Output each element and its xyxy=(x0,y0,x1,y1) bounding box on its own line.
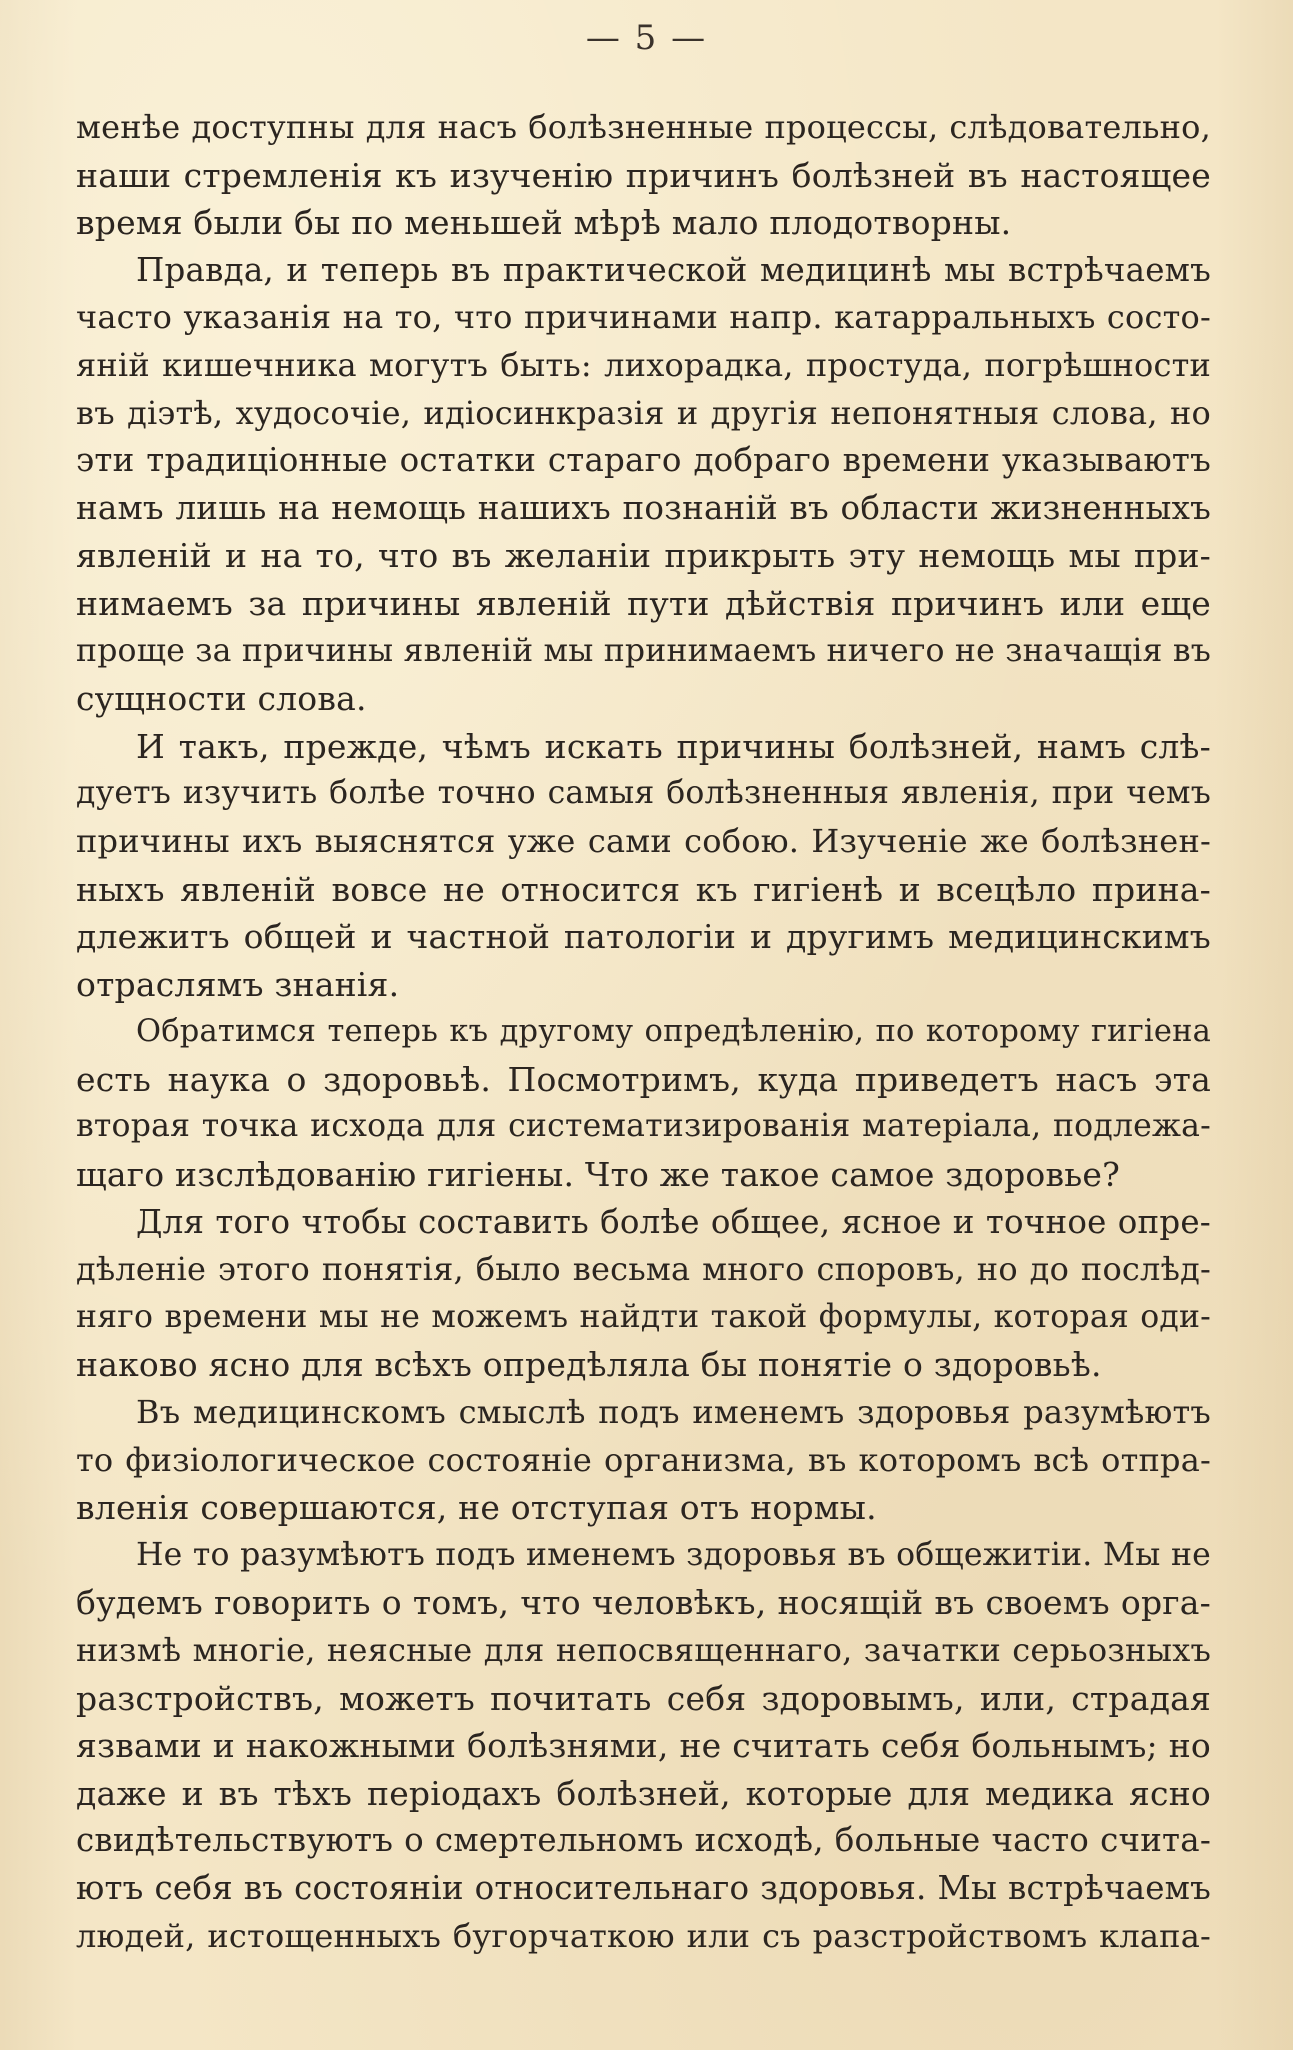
text-line: И такъ, прежде, чѣмъ искать причины болѣзней, намъ слѣ- xyxy=(136,726,1211,766)
text-line: ютъ себя въ состояніи относительнаго здоровья. Мы встрѣчаемъ xyxy=(76,1868,1211,1907)
text-line: сущности слова. xyxy=(76,679,367,719)
text-line: яній кишечника могутъ быть: лихорадка, простуда, погрѣшности xyxy=(76,345,1211,384)
text-line: то физіологическое состояніе организма, въ которомъ всѣ отпра- xyxy=(76,1440,1211,1479)
text-line: даже и въ тѣхъ періодахъ болѣзней, которые для медика ясно xyxy=(76,1773,1211,1813)
text-line: проще за причины явленій мы принимаемъ ничего не значащія въ xyxy=(76,632,1211,669)
text-line: вторая точка исхода для систематизированія матеріала, подлежа- xyxy=(76,1108,1211,1145)
text-line: ныхъ явленій вовсе не относится къ гигіенѣ и всецѣло прина- xyxy=(76,869,1211,909)
text-line: длежитъ общей и частной патологіи и другимъ медицинскимъ xyxy=(76,917,1211,957)
text-line: наково ясно для всѣхъ опредѣляла бы понятіе о здоровьѣ. xyxy=(76,1345,1102,1385)
text-line: щаго изслѣдованію гигіены. Что же такое самое здоровье? xyxy=(76,1155,1121,1195)
text-line: часто указанія на то, что причинами напр. катарральныхъ состо- xyxy=(76,298,1211,337)
text-line: Правда, и теперь въ практической медицинѣ мы встрѣчаемъ xyxy=(136,250,1211,289)
text-line: менѣе доступны для насъ болѣзненные процессы, слѣдовательно, xyxy=(76,108,1211,146)
text-line: эти традиціонные остатки стараго добраго времени указываютъ xyxy=(76,441,1211,480)
text-line: людей, истощенныхъ бугорчаткою или съ разстройствомъ клапа- xyxy=(76,1916,1211,1955)
text-line: причины ихъ выяснятся уже сами собою. Изученіе же болѣзнен- xyxy=(76,821,1211,860)
body-text xyxy=(76,104,1211,1960)
text-line: отраслямъ знанія. xyxy=(76,964,400,1004)
text-line: Въ медицинскомъ смыслѣ подъ именемъ здоровья разумѣютъ xyxy=(136,1393,1211,1432)
text-line: нимаемъ за причины явленій пути дѣйствія причинъ или еще xyxy=(76,583,1211,623)
text-line: няго времени мы не можемъ найдти такой формулы, которая оди- xyxy=(76,1298,1211,1335)
text-line: дуетъ изучить болѣе точно самыя болѣзненныя явленія, при чемъ xyxy=(76,775,1211,812)
text-line: разстройствъ, можетъ почитать себя здоровымъ, или, страдая xyxy=(76,1678,1211,1718)
text-line: вленія совершаются, не отступая отъ нормы. xyxy=(76,1488,877,1528)
text-line: низмѣ многіе, неясные для непосвященнаго, зачатки серьозныхъ xyxy=(76,1631,1211,1669)
text-line: Для того чтобы составить болѣе общее, ясное и точное опре- xyxy=(136,1202,1211,1241)
text-line: свидѣтельствуютъ о смертельномъ исходѣ, больные часто счита- xyxy=(76,1821,1211,1860)
text-line: Не то разумѣютъ подъ именемъ здоровья въ общежитіи. Мы не xyxy=(136,1536,1211,1573)
text-line: время были бы по меньшей мѣрѣ мало плодотворны. xyxy=(76,203,1012,243)
text-line: будемъ говорить о томъ, что человѣкъ, носящій въ своемъ орга- xyxy=(76,1583,1211,1623)
text-line: явленій и на то, что въ желаніи прикрыть эту немощь мы при- xyxy=(76,536,1211,576)
text-line: язвами и накожными болѣзнями, не считать себя больнымъ; но xyxy=(76,1726,1211,1766)
text-line: дѣленіе этого понятія, было весьма много споровъ, но до послѣд- xyxy=(76,1250,1211,1289)
text-line: намъ лишь на немощь нашихъ познаній въ области жизненныхъ xyxy=(76,488,1211,527)
text-line: наши стремленія къ изученію причинъ болѣзней въ настоящее xyxy=(76,155,1211,195)
text-line: есть наука о здоровьѣ. Посмотримъ, куда приведетъ насъ эта xyxy=(76,1059,1211,1099)
page-number: — 5 — xyxy=(585,18,708,58)
text-line: Обратимся теперь къ другому опредѣленію, по которому гигіена xyxy=(136,1014,1211,1050)
text-line: въ діэтѣ, худосочіе, идіосинкразія и другія непонятныя слова, но xyxy=(76,393,1211,432)
